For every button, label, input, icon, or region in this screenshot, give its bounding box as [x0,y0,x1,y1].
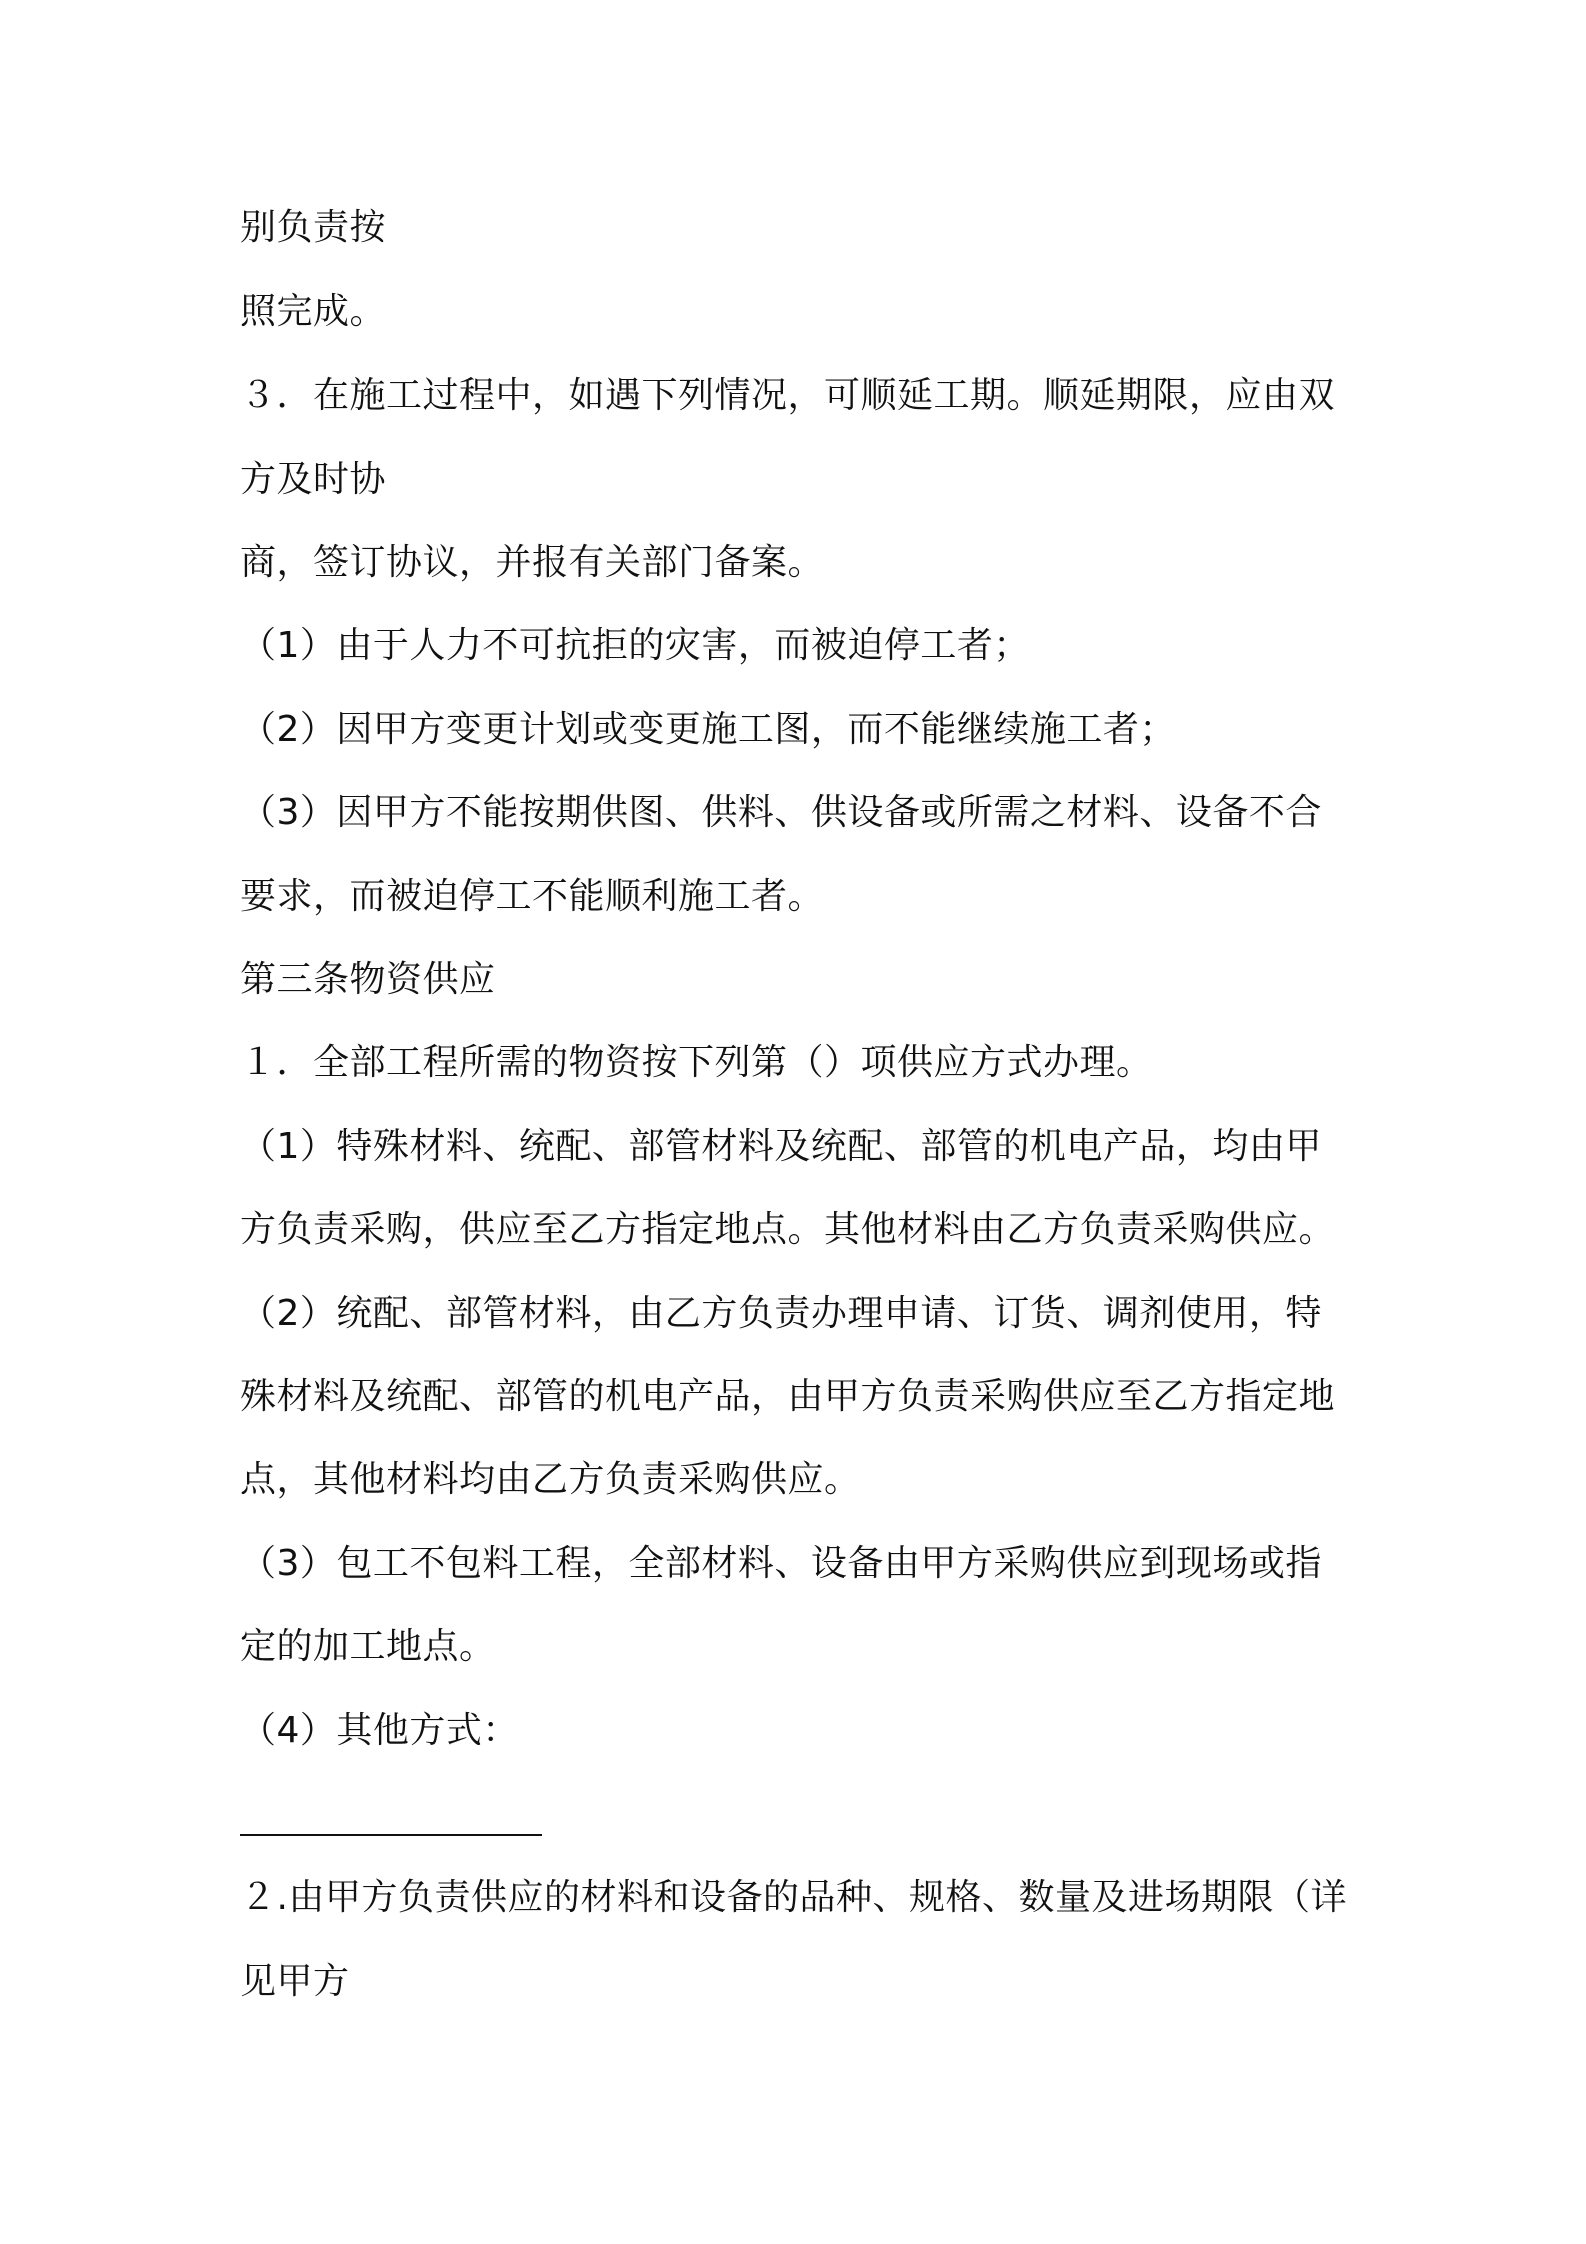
text-line: （2）统配、部管材料，由乙方负责办理申请、订货、调剂使用，特 [240,1293,1322,1334]
text-line: （2）因甲方变更计划或变更施工图，而不能继续施工者； [240,709,1176,750]
text-line: 定的加工地点。 [240,1626,496,1667]
text-line: ３．在施工过程中，如遇下列情况，可顺延工期。顺延期限，应由双 [240,375,1336,416]
text-line: 方负责采购，供应至乙方指定地点。其他材料由乙方负责采购供应。 [240,1209,1336,1250]
text-line: （3）包工不包料工程，全部材料、设备由甲方采购供应到现场或指 [240,1543,1322,1584]
text-line: 别负责按 [240,207,387,248]
text-line: 见甲方 [240,1961,350,2002]
text-line: 商，签订协议，并报有关部门备案。 [240,542,825,583]
text-line: （3）因甲方不能按期供图、供料、供设备或所需之材料、设备不合 [240,792,1322,833]
text-line: （1）由于人力不可抗拒的灾害，而被迫停工者； [240,625,1030,666]
text-line: 方及时协 [240,459,387,500]
section-heading: 第三条物资供应 [240,959,496,1000]
text-line: ２.由甲方负责供应的材料和设备的品种、规格、数量及进场期限（详 [240,1877,1347,1918]
text-line: 殊材料及统配、部管的机电产品，由甲方负责采购供应至乙方指定地 [240,1376,1336,1417]
blank-fill-line [240,1834,542,1836]
text-line: （1）特殊材料、统配、部管材料及统配、部管的机电产品，均由甲 [240,1126,1322,1167]
text-line: 点，其他材料均由乙方负责采购供应。 [240,1459,861,1500]
text-line: 照完成。 [240,291,387,332]
text-line: 要求，而被迫停工不能顺利施工者。 [240,876,825,917]
text-line: １．全部工程所需的物资按下列第（）项供应方式办理。 [240,1042,1153,1083]
text-line: （4）其他方式： [240,1710,519,1751]
